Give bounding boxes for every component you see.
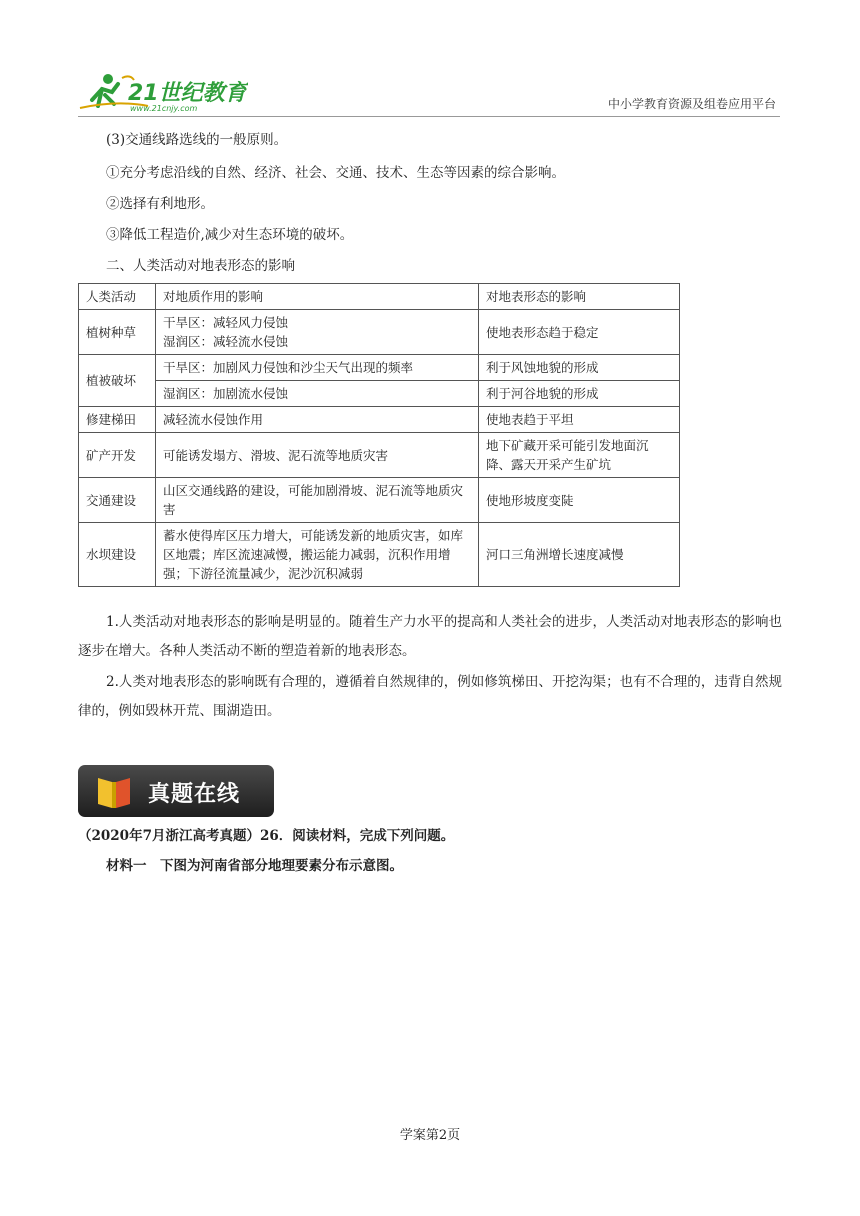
logo (78, 70, 248, 114)
table-cell-surface: 使地表趋于平坦 (479, 407, 680, 433)
book-icon (94, 774, 134, 810)
table-cell-activity: 交通建设 (79, 478, 156, 523)
table-cell-line: 干旱区：减轻风力侵蚀 (163, 315, 289, 330)
table-cell-activity: 修建梯田 (79, 407, 156, 433)
table-cell-surface: 使地形坡度变陡 (479, 478, 680, 523)
svg-text:www.21cnjy.com: www.21cnjy.com (130, 104, 198, 113)
table-row (79, 355, 680, 381)
table-cell-geo: 山区交通线路的建设，可能加剧滑坡、泥石流等地质灾害 (156, 478, 479, 523)
table-cell-surface: 利于风蚀地貌的形成 (479, 355, 680, 381)
table-header: 对地质作用的影响 (156, 284, 479, 310)
note-paragraph-1: 1.人类活动对地表形态的影响是明显的。随着生产力水平的提高和人类社会的进步，人类活动对地表形态的影响也逐步在增大。各种人类活动不断的塑造着新的地表形态。 (78, 614, 782, 659)
principle-2: ②选择有利地形。 (106, 196, 214, 212)
table-row (79, 381, 680, 407)
table-cell-geo: 减轻流水侵蚀作用 (156, 407, 479, 433)
table-row (79, 407, 680, 433)
table-cell-surface: 河口三角洲增长速度减慢 (479, 523, 680, 587)
svg-text:21世纪教育: 21世纪教育 (128, 81, 247, 106)
table-cell-geo: 干旱区：加剧风力侵蚀和沙尘天气出现的频率 (156, 355, 479, 381)
table-cell-geo (156, 310, 479, 355)
table-cell-activity: 植被破坏 (79, 355, 156, 407)
human-activity-table (78, 283, 680, 587)
principles-title: (3)交通线路选线的一般原则。 (106, 132, 288, 148)
table-cell-activity: 植树种草 (79, 310, 156, 355)
exam-banner (78, 765, 274, 817)
note-paragraph-2: 2.人类对地表形态的影响既有合理的，遵循着自然规律的，例如修筑梯田、开挖沟渠；也有不合理的，违背自然规律的，例如毁林开荒、围湖造田。 (78, 674, 782, 719)
table-row (79, 433, 680, 478)
table-cell-geo: 湿润区：加剧流水侵蚀 (156, 381, 479, 407)
header-platform-name: 中小学教育资源及组卷应用平台 (607, 97, 776, 111)
table-cell-activity: 矿产开发 (79, 433, 156, 478)
table-cell-geo: 可能诱发塌方、滑坡、泥石流等地质灾害 (156, 433, 479, 478)
material-1: 材料一 下图为河南省部分地理要素分布示意图。 (106, 858, 403, 874)
principle-1: ①充分考虑沿线的自然、经济、社会、交通、技术、生态等因素的综合影响。 (106, 165, 565, 181)
table-row (79, 523, 680, 587)
page-header (78, 66, 780, 117)
table-cell-surface: 使地表形态趋于稳定 (479, 310, 680, 355)
table-row (79, 310, 680, 355)
banner-label: 真题在线 (148, 782, 241, 807)
page-number: 学案第2页 (399, 1128, 461, 1143)
table-cell-line: 湿润区：减轻流水侵蚀 (163, 334, 289, 349)
table-header: 对地表形态的影响 (479, 284, 680, 310)
principle-3: ③降低工程造价,减少对生态环境的破坏。 (106, 227, 354, 243)
question-intro: （2020年7月浙江高考真题）26．阅读材料，完成下列问题。 (78, 828, 455, 844)
runner-logo-icon (78, 70, 248, 114)
table-header-row (79, 284, 680, 310)
table-row (79, 478, 680, 523)
section-title: 二、人类活动对地表形态的影响 (106, 258, 295, 274)
table-cell-surface: 利于河谷地貌的形成 (479, 381, 680, 407)
table-cell-activity: 水坝建设 (79, 523, 156, 587)
table-cell-surface: 地下矿藏开采可能引发地面沉降、露天开采产生矿坑 (479, 433, 680, 478)
table-header: 人类活动 (79, 284, 156, 310)
table-cell-geo: 蓄水使得库区压力增大，可能诱发新的地质灾害，如库区地震；库区流速减慢，搬运能力减弱，沉积作用增强；下游径流量减少，泥沙沉积减弱 (156, 523, 479, 587)
